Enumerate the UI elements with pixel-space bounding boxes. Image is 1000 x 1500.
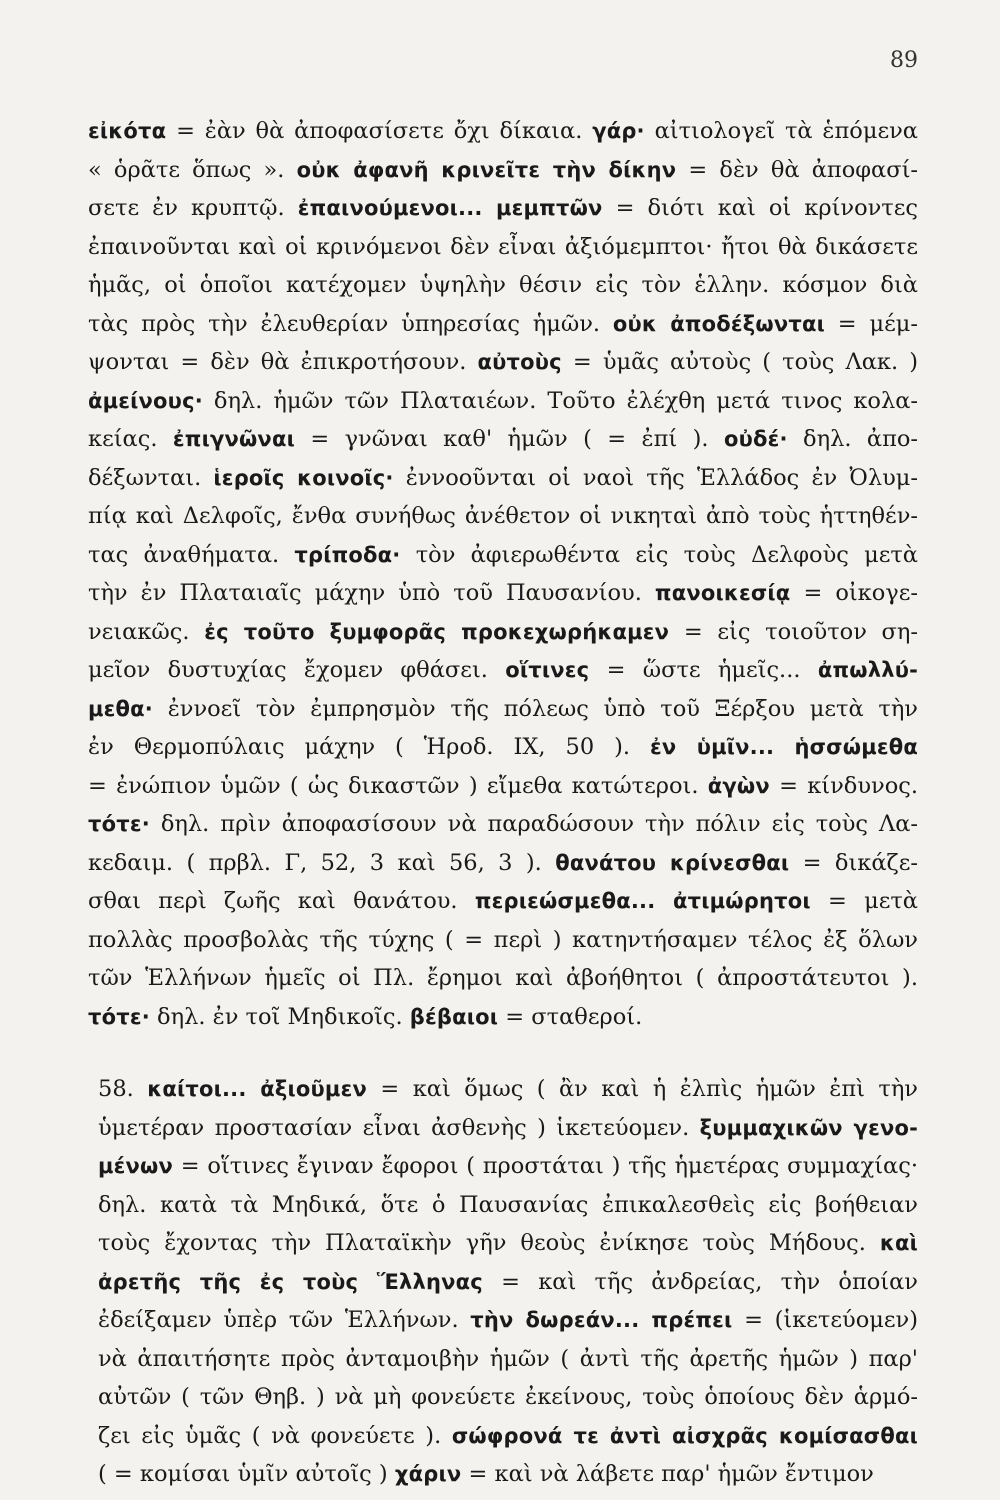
gloss-text: « ὁρᾶτε ὅπως ».: [88, 156, 297, 183]
gloss-text: = εἰς τοιοῦτον ση-: [669, 618, 918, 645]
text-line: [88, 1186, 918, 1225]
lemma: καίτοι... ἀξιοῦμεν: [147, 1077, 367, 1101]
text-line: [88, 459, 918, 498]
gloss-text: 58.: [98, 1076, 148, 1102]
lemma: οἵτινες: [505, 658, 590, 682]
page-number: 89: [890, 48, 918, 73]
gloss-text: ἐδείξαμεν ὑπὲρ τῶν Ἑλλήνων.: [98, 1307, 471, 1333]
lemma: τότε·: [88, 1004, 150, 1029]
commentary-text: [88, 112, 918, 1494]
text-line: [88, 266, 918, 305]
text-line: [88, 1455, 918, 1494]
text-line: [88, 921, 918, 960]
gloss-text: ὑμετέραν προστασίαν εἶναι ἀσθενὴς ) ἱκετεύομεν.: [98, 1114, 700, 1141]
gloss-text: νὰ ἀπαιτήσητε πρὸς ἀνταμοιβὴν ἡμῶν ( ἀντὶ τῆς ἀρετῆς ἡμῶν ) παρ': [98, 1345, 918, 1372]
lemma: καὶ: [879, 1231, 918, 1255]
text-line: [88, 574, 918, 613]
lemma: τὴν δωρεάν... πρέπει: [470, 1308, 733, 1332]
text-line: [88, 536, 918, 575]
gloss-text: = σταθεροί.: [498, 1003, 643, 1030]
gloss-text: κεδαιμ. ( πρβλ. Γ, 52, 3 καὶ 56, 3 ).: [88, 849, 556, 876]
gloss-text: τας ἀναθήματα.: [88, 541, 295, 568]
lemma: ἀγὼν: [707, 773, 770, 798]
lemma: σώφρονά τε ἀντὶ αἰσχρᾶς κομίσασθαι: [451, 1423, 918, 1448]
gloss-text: νειακῶς.: [88, 618, 205, 645]
text-line: [88, 844, 918, 883]
text-line: [88, 420, 918, 459]
gloss-text: = ὥστε ἡμεῖς...: [589, 657, 818, 683]
lemma: οὐκ ἀφανῆ κρινεῖτε τὴν δίκην: [296, 157, 677, 182]
gloss-text: = καὶ τῆς ἀνδρείας, τὴν ὁποίαν: [482, 1268, 918, 1295]
gloss-text: κείας.: [88, 426, 173, 452]
gloss-text: αἰτιολογεῖ τὰ ἑπόμενα: [644, 118, 918, 144]
gloss-text: αὐτῶν ( τῶν Θηβ. ) νὰ μὴ φονεύετε ἐκείνους, τοὺς ὁποίους δὲν ἁρμό-: [98, 1384, 918, 1410]
text-line: [88, 728, 918, 767]
text-line: [88, 151, 918, 190]
text-line: [88, 613, 918, 652]
lemma: οὐκ ἀποδέξωνται: [612, 311, 825, 336]
text-line: [88, 805, 918, 844]
lemma: ἐς τοῦτο ξυμφορᾶς προκεχωρήκαμεν: [204, 619, 670, 644]
gloss-text: = καὶ νὰ λάβετε παρ' ἡμῶν ἔντιμον: [461, 1461, 874, 1487]
text-line: [88, 882, 918, 921]
gloss-text: σετε ἐν κρυπτῷ.: [88, 195, 298, 221]
gloss-text: = οἵτινες ἔγιναν ἔφοροι ( προστάται ) τῆς ἡμετέρας συμμαχίας·: [173, 1153, 918, 1179]
gloss-text: δηλ. ἀπο-: [787, 426, 918, 452]
gloss-text: ψονται = δὲν θὰ ἐπικροτήσουν.: [88, 349, 478, 375]
commentary-paragraph: [88, 1070, 918, 1494]
text-line: [88, 1147, 918, 1186]
text-line: [88, 959, 918, 998]
text-line: [88, 228, 918, 267]
text-line: [88, 1301, 918, 1340]
gloss-text: = ἐνώπιον ὑμῶν ( ὡς δικαστῶν ) εἴμεθα κατώτεροι.: [88, 772, 708, 799]
text-line: [88, 112, 918, 151]
gloss-text: = μετὰ: [810, 888, 918, 914]
gloss-text: = διότι καὶ οἱ κρίνοντες: [602, 195, 918, 221]
gloss-text: δέξωνται.: [88, 464, 214, 491]
gloss-text: δηλ. κατὰ τὰ Μηδικά, ὅτε ὁ Παυσανίας ἐπικαλεσθεὶς εἰς βοήθειαν: [98, 1191, 918, 1218]
gloss-text: ( = κομίσαι ὑμῖν αὐτοῖς ): [98, 1461, 395, 1487]
lemma: οὐδέ·: [723, 427, 788, 451]
gloss-text: ἐννοοῦνται οἱ ναοὶ τῆς Ἑλλάδος ἐν Ὀλυμ-: [393, 464, 918, 491]
lemma: πανοικεσίᾳ: [654, 581, 791, 605]
text-line: [88, 998, 918, 1037]
gloss-text: = ἐὰν θὰ ἀποφασίσετε ὄχι δίκαια.: [166, 118, 593, 144]
lemma: περιεώσμεθα... ἀτιμώρητοι: [474, 889, 811, 913]
text-line: [88, 1378, 918, 1417]
lemma: βέβαιοι: [409, 1004, 499, 1029]
gloss-text: ζει εἰς ὑμᾶς ( νὰ φονεύετε ).: [98, 1422, 452, 1449]
gloss-text: τὴν ἐν Πλαταιαῖς μάχην ὑπὸ τοῦ Παυσανίου.: [88, 580, 655, 606]
text-line: [88, 343, 918, 382]
text-line: [88, 305, 918, 344]
text-line: [88, 767, 918, 806]
gloss-text: ἐπαινοῦνται καὶ οἱ κρινόμενοι δὲν εἶναι ἀξιόμεμπτοι· ἤτοι θὰ δικάσετε: [88, 233, 918, 260]
text-line: [88, 1109, 918, 1148]
lemma: ἀπωλλύ-: [817, 658, 918, 682]
text-line: [88, 382, 918, 421]
gloss-text: = ὑμᾶς αὐτοὺς ( τοὺς Λακ. ): [561, 349, 918, 375]
lemma: τότε·: [88, 812, 150, 836]
gloss-text: = οἰκογε-: [790, 580, 918, 606]
gloss-text: = καὶ ὅμως ( ἂν καὶ ἡ ἐλπὶς ἡμῶν ἐπὶ τὴν: [366, 1076, 918, 1102]
lemma: θανάτου κρίνεσθαι: [555, 850, 790, 875]
gloss-text: δηλ. ἡμῶν τῶν Πλαταιέων. Τοῦτο ἐλέχθη μετά τινος κολα-: [202, 387, 918, 414]
text-line: [88, 497, 918, 536]
text-line: [88, 189, 918, 228]
text-line: [88, 1417, 918, 1456]
lemma: ἀμείνους·: [88, 388, 203, 413]
gloss-text: τοὺς ἔχοντας τὴν Πλαταϊκὴν γῆν θεοὺς ἐνίκησε τοὺς Μήδους.: [98, 1230, 880, 1256]
lemma: αὐτοὺς: [477, 350, 562, 374]
gloss-text: = κίνδυνος.: [769, 772, 918, 799]
gloss-text: πολλὰς προσβολὰς τῆς τύχης ( = περὶ ) κατηντήσαμεν τέλος ἐξ ὅλων: [88, 926, 918, 953]
gloss-text: δηλ. ἐν τοῖ Μηδικοῖς.: [149, 1003, 410, 1030]
lemma: ἀρετῆς τῆς ἐς τοὺς Ἕλληνας: [98, 1269, 483, 1294]
gloss-text: = μέμ-: [824, 310, 918, 337]
gloss-text: = δικάζε-: [789, 849, 918, 876]
text-line: [88, 651, 918, 690]
text-line: [88, 1070, 918, 1109]
commentary-paragraph: [88, 112, 918, 1036]
gloss-text: = δὲν θὰ ἀποφασί-: [676, 156, 918, 183]
gloss-text: ἡμᾶς, οἱ ὁποῖοι κατέχομεν ὑψηλὴν θέσιν εἰς τὸν ἑλλην. κόσμον διὰ: [88, 272, 918, 298]
lemma: μεθα·: [88, 696, 153, 721]
text-line: [88, 1224, 918, 1263]
gloss-text: τὸν ἀφιερωθέντα εἰς τοὺς Δελφοὺς μετὰ: [400, 541, 918, 568]
gloss-text: = (ἱκετεύομεν): [732, 1307, 918, 1333]
lemma: εἰκότα: [88, 119, 167, 143]
gloss-text: τῶν Ἑλλήνων ἡμεῖς οἱ Πλ. ἔρημοι καὶ ἀβοήθητοι ( ἀπροστάτευτοι ).: [88, 965, 918, 991]
gloss-text: ἐν Θερμοπύλαις μάχην ( Ἡροδ. IX, 50 ).: [88, 734, 651, 760]
gloss-text: = γνῶναι καθ' ἡμῶν ( = ἐπί ).: [294, 426, 724, 452]
text-line: [88, 1340, 918, 1379]
lemma: γάρ·: [592, 119, 645, 143]
lemma: ξυμμαχικῶν γενο-: [699, 1115, 918, 1140]
lemma: ἐπαινούμενοι... μεμπτῶν: [297, 196, 603, 220]
gloss-text: σθαι περὶ ζωῆς καὶ θανάτου.: [88, 888, 475, 914]
gloss-text: πίᾳ καὶ Δελφοῖς, ἔνθα συνήθως ἀνέθετον οἱ νικηταὶ ἀπὸ τοὺς ἡττηθέν-: [88, 503, 918, 529]
lemma: ἐπιγνῶναι: [172, 427, 295, 451]
lemma: τρίποδα·: [294, 542, 401, 567]
gloss-text: ἐννοεῖ τὸν ἐμπρησμὸν τῆς πόλεως ὑπὸ τοῦ Ξέρξου μετὰ τὴν: [152, 695, 918, 722]
gloss-text: τὰς πρὸς τὴν ἐλευθερίαν ὑπηρεσίας ἡμῶν.: [88, 310, 613, 337]
text-line: [88, 1263, 918, 1302]
lemma: χάριν: [394, 1462, 462, 1486]
text-line: [88, 690, 918, 729]
gloss-text: μεῖον δυστυχίας ἔχομεν φθάσει.: [88, 657, 506, 683]
lemma: ἐν ὑμῖν... ἡσσώμεθα: [650, 735, 918, 759]
lemma: ἱεροῖς κοινοῖς·: [213, 465, 394, 490]
gloss-text: δηλ. πρὶν ἀποφασίσουν νὰ παραδώσουν τὴν πόλιν εἰς τοὺς Λα-: [149, 811, 918, 837]
lemma: μένων: [98, 1154, 174, 1178]
